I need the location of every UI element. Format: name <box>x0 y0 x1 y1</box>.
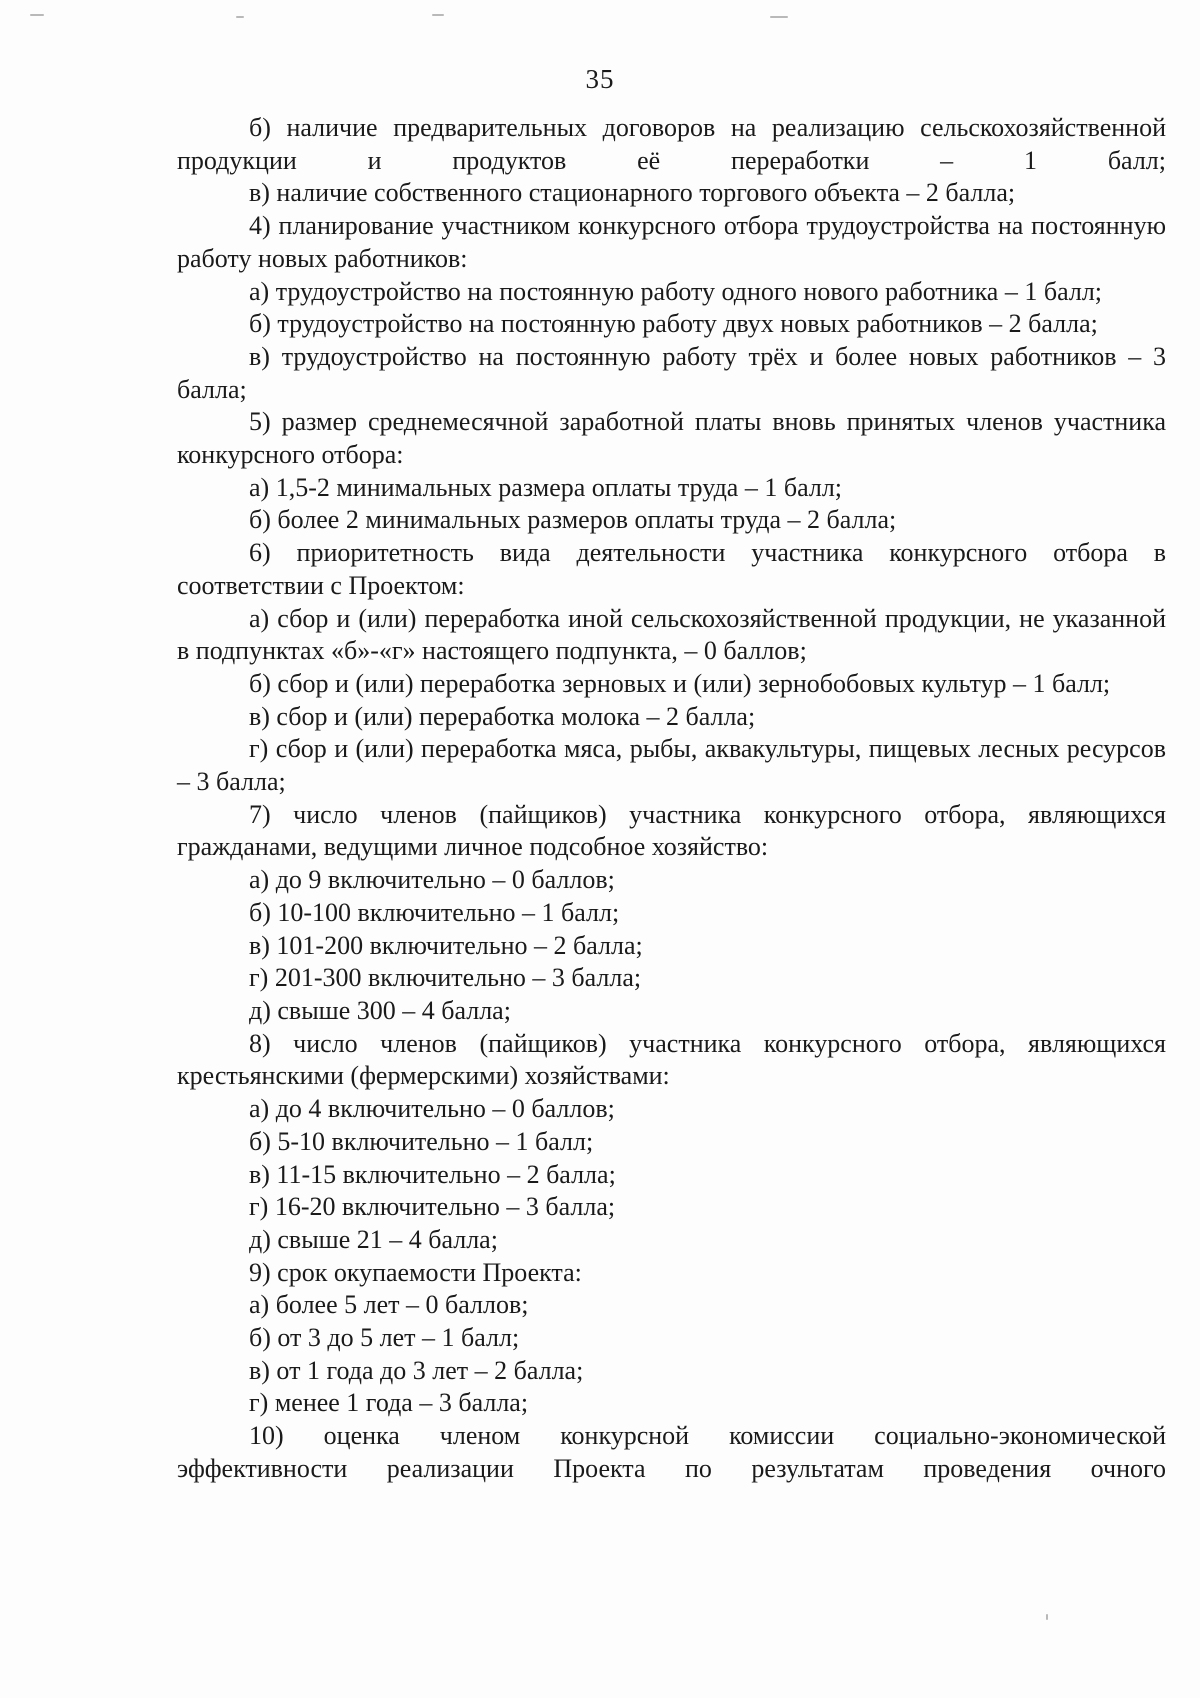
scan-speck <box>30 14 44 16</box>
paragraph: б) 5-10 включительно – 1 балл; <box>249 1126 594 1156</box>
paragraph: д) свыше 21 – 4 балла; <box>249 1224 498 1254</box>
paragraph: 8) число членов (пайщиков) участника конкурсного отбора, являющихся крестьянскими (фермерскими) хозяйствами: <box>177 1028 1166 1091</box>
paragraph: б) более 2 минимальных размеров оплаты труда – 2 балла; <box>249 505 897 535</box>
paragraph: 5) размер среднемесячной заработной платы вновь принятых членов участника конкурсного отбора: <box>177 407 1166 470</box>
paragraph: 6) приоритетность вида деятельности участника конкурсного отбора в соответствии с Проектом: <box>177 538 1166 600</box>
paragraph: б) 10-100 включительно – 1 балл; <box>249 897 620 927</box>
paragraph: г) сбор и (или) переработка мяса, рыбы, аквакультуры, пищевых лесных ресурсов – 3 балла; <box>177 734 1166 797</box>
paragraph: б) от 3 до 5 лет – 1 балл; <box>249 1323 520 1353</box>
paragraph: г) менее 1 года – 3 балла; <box>249 1388 529 1418</box>
paragraph: а) трудоустройство на постоянную работу одного нового работника – 1 балл; <box>249 276 1103 306</box>
paragraph: в) сбор и (или) переработка молока – 2 балла; <box>249 701 756 731</box>
document-body <box>177 112 1166 1486</box>
paragraph: а) сбор и (или) переработка иной сельскохозяйственной продукции, не указанной в подпунктах «б»-«г» настоящего подпункта, – 0 баллов; <box>177 603 1166 666</box>
paragraph: 7) число членов (пайщиков) участника конкурсного отбора, являющихся гражданами, ведущими личное подсобное хозяйство: <box>177 799 1166 862</box>
paragraph: а) до 4 включительно – 0 баллов; <box>249 1094 615 1124</box>
page-number: 35 <box>585 64 615 94</box>
scan-speck <box>236 16 244 18</box>
paragraph: в) наличие собственного стационарного торгового объекта – 2 балла; <box>249 178 1016 208</box>
paragraph: в) 101-200 включительно – 2 балла; <box>249 930 643 960</box>
paragraph: в) 11-15 включительно – 2 балла; <box>249 1159 616 1189</box>
paragraph: а) 1,5-2 минимальных размера оплаты труда – 1 балл; <box>249 472 843 502</box>
paragraph: д) свыше 300 – 4 балла; <box>249 995 511 1025</box>
paragraph: в) трудоустройство на постоянную работу трёх и более новых работников – 3 балла; <box>177 341 1166 404</box>
paragraph: в) от 1 года до 3 лет – 2 балла; <box>249 1355 584 1385</box>
scan-speck <box>770 16 788 18</box>
paragraph: б) наличие предварительных договоров на реализацию сельскохозяйственной продукции и продуктов её переработки – 1 балл; <box>177 113 1166 175</box>
paragraph: 4) планирование участником конкурсного отбора трудоустройства на постоянную работу новых работников: <box>177 211 1166 273</box>
paragraph: 9) срок окупаемости Проекта: <box>249 1257 582 1287</box>
paragraph: б) трудоустройство на постоянную работу двух новых работников – 2 балла; <box>249 309 1098 339</box>
paragraph: г) 201-300 включительно – 3 балла; <box>249 963 642 993</box>
scan-speck <box>432 14 444 16</box>
scan-speck <box>1046 1614 1048 1620</box>
paragraph: а) более 5 лет – 0 баллов; <box>249 1290 529 1320</box>
paragraph: 10) оценка членом конкурсной комиссии социально-экономической эффективности реализации Проекта по результатам проведения очного <box>177 1421 1166 1483</box>
paragraph: а) до 9 включительно – 0 баллов; <box>249 865 615 895</box>
paragraph: б) сбор и (или) переработка зерновых и (или) зернобобовых культур – 1 балл; <box>249 668 1111 698</box>
paragraph: г) 16-20 включительно – 3 балла; <box>249 1192 616 1222</box>
